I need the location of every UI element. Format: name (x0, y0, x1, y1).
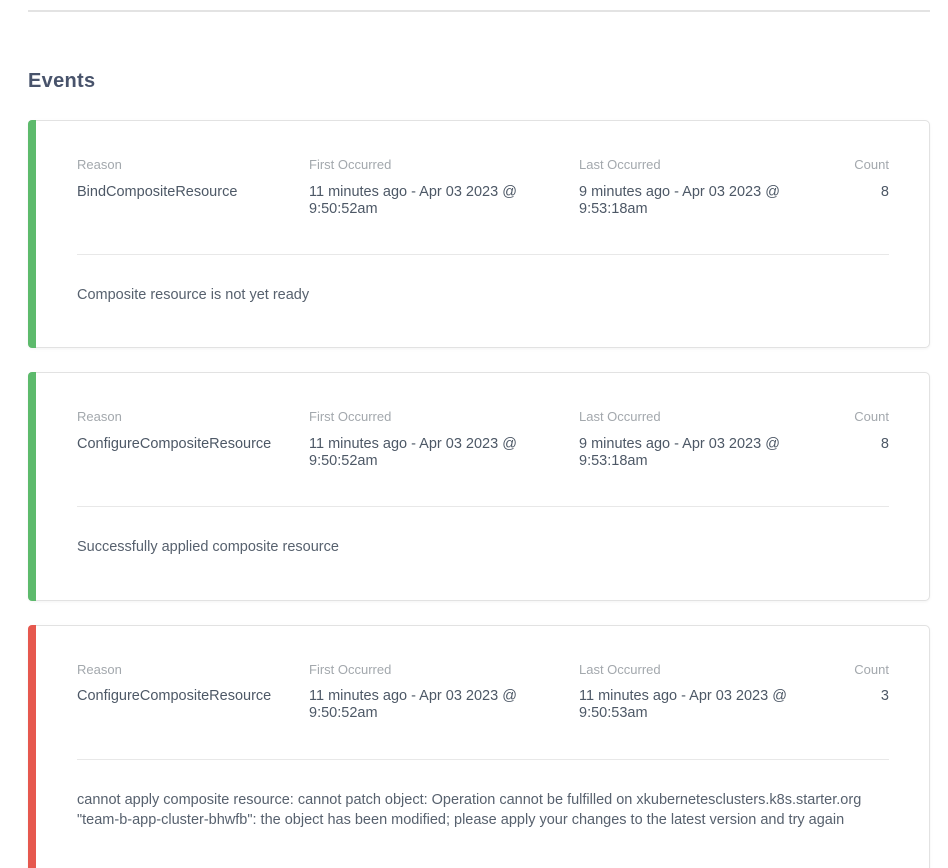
top-divider (28, 10, 930, 12)
event-card-body (29, 121, 929, 347)
events-page (0, 10, 948, 868)
page-title: Events (28, 70, 96, 92)
column-header-last-occurred: Last Occurred (579, 157, 661, 172)
column-header-count: Count (854, 409, 889, 425)
event-message: Successfully applied composite resource (77, 539, 339, 556)
card-inner-divider (77, 506, 889, 507)
event-count: 8 (880, 183, 889, 200)
event-last-occurred: 9 minutes ago - Apr 03 2023 @ 9:53:18am (579, 435, 780, 470)
event-last-occurred: 11 minutes ago - Apr 03 2023 @ 9:50:53am (579, 688, 787, 722)
event-card-body (29, 626, 929, 868)
column-header-first-occurred: First Occurred (309, 157, 392, 172)
last-occurred-column (579, 409, 849, 470)
reason-column (77, 409, 309, 453)
event-reason: ConfigureCompositeResource (77, 688, 272, 705)
last-occurred-column (579, 157, 849, 218)
event-first-occurred: 11 minutes ago - Apr 03 2023 @ 9:50:52am (309, 435, 517, 470)
column-header-reason: Reason (77, 661, 122, 677)
first-occurred-column (309, 409, 579, 470)
event-count: 8 (880, 435, 889, 452)
reason-column (77, 157, 309, 201)
column-header-count: Count (854, 157, 889, 172)
status-accent-bar (28, 120, 36, 348)
card-inner-divider (77, 254, 889, 255)
event-message: Composite resource is not yet ready (77, 286, 310, 303)
event-count: 3 (880, 688, 889, 705)
event-last-occurred: 9 minutes ago - Apr 03 2023 @ 9:53:18am (579, 183, 780, 217)
last-occurred-column (579, 662, 849, 723)
event-card-list (28, 120, 930, 868)
column-header-last-occurred: Last Occurred (579, 409, 661, 425)
event-card (28, 625, 930, 868)
reason-column (77, 662, 309, 706)
first-occurred-column (309, 157, 579, 218)
column-header-reason: Reason (77, 157, 122, 172)
event-table-row (77, 662, 889, 723)
event-reason: BindCompositeResource (77, 183, 238, 200)
event-card-body (29, 373, 929, 599)
column-header-first-occurred: First Occurred (309, 409, 392, 425)
event-card (28, 372, 930, 600)
column-header-first-occurred: First Occurred (309, 661, 392, 677)
event-card (28, 120, 930, 348)
count-column (849, 157, 889, 201)
status-accent-bar (28, 372, 36, 600)
event-reason: ConfigureCompositeResource (77, 435, 272, 452)
count-column (849, 409, 889, 453)
event-first-occurred: 11 minutes ago - Apr 03 2023 @ 9:50:52am (309, 688, 517, 722)
column-header-last-occurred: Last Occurred (579, 661, 661, 677)
event-message: cannot apply composite resource: cannot patch object: Operation cannot be fulfilled on xkubernetesclusters.k8s.starter.org "team-b-app-cluster-bhwfb": the object has been modified; please apply your changes to the latest version and try again (77, 791, 862, 829)
column-header-count: Count (854, 661, 889, 677)
event-first-occurred: 11 minutes ago - Apr 03 2023 @ 9:50:52am (309, 183, 517, 217)
column-header-reason: Reason (77, 409, 122, 425)
event-table-row (77, 409, 889, 470)
status-accent-bar (28, 625, 36, 868)
first-occurred-column (309, 662, 579, 723)
event-table-row (77, 157, 889, 218)
card-inner-divider (77, 759, 889, 760)
count-column (849, 662, 889, 706)
